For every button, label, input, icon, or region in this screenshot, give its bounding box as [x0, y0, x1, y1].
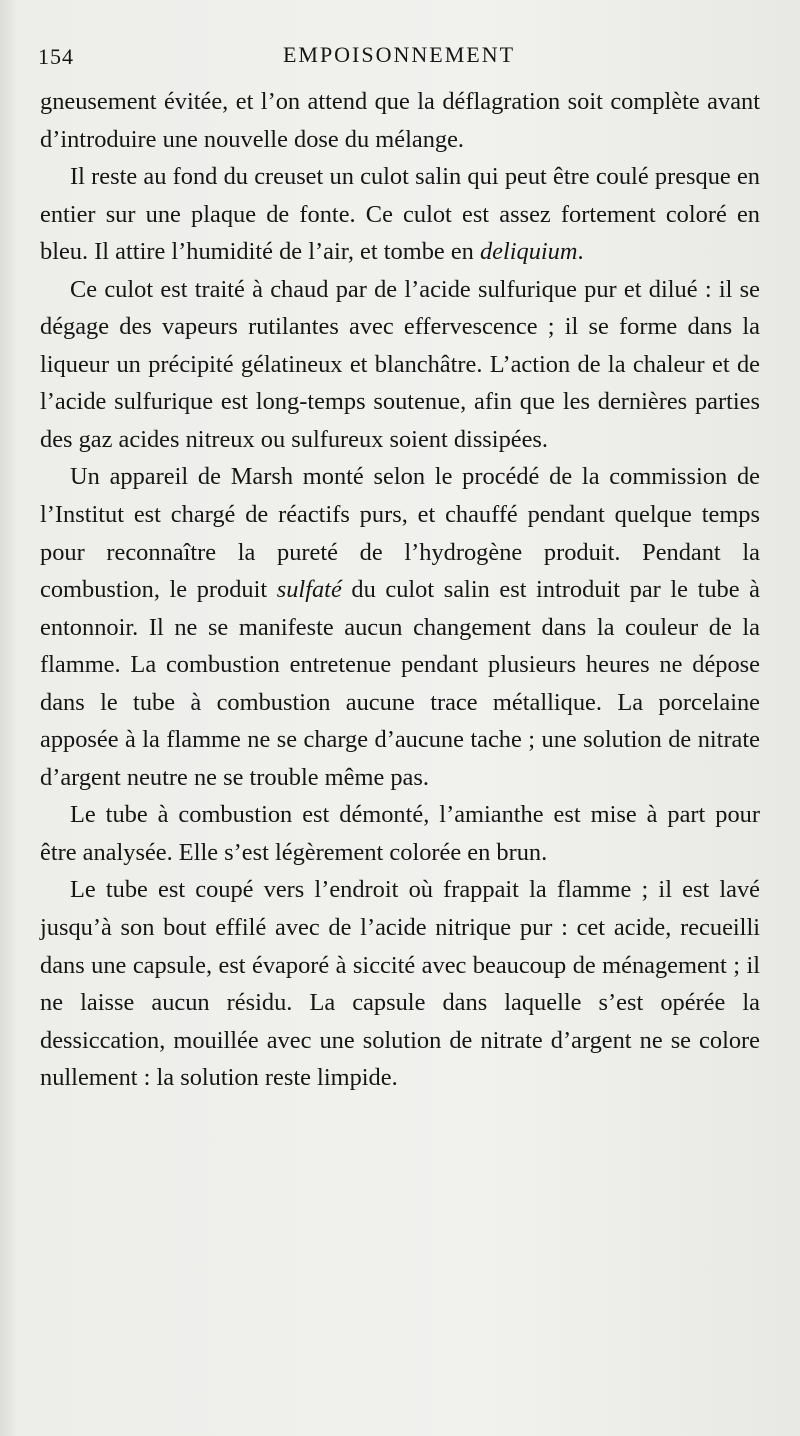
paragraph — [40, 458, 760, 796]
page-number: 154 — [38, 44, 74, 69]
italic-term: sulfaté — [276, 576, 342, 604]
paragraph-text: Le tube est coupé vers l’endroit où frappait la flamme ; il est lavé jusqu’à son bout effilé avec de l’acide nitrique pur : cet acide, recueilli dans une capsule, est évaporé à siccité avec beaucoup de ménagement ; il ne laisse aucun résidu. La capsule dans laquelle s’est opérée la dessiccation, mouillée avec une solution de nitrate d’argent ne se colore nullement : la solution reste limpide. — [40, 876, 760, 1092]
running-head: EMPOISONNEMENT — [282, 42, 516, 67]
paragraph — [40, 271, 760, 459]
italic-term: deliquium — [479, 238, 578, 266]
paragraph-continued — [40, 83, 760, 158]
paragraph-text: Un appareil de Marsh monté selon le procédé de la commission de l’Institut est chargé de réactifs purs, et chauffé pendant quelque temps pour reconnaître la pureté de l’hydrogène produit. Pendant la combustion, le produit — [40, 463, 760, 604]
paragraph-text: Le tube à combustion est démonté, l’amianthe est mise à part pour être analysée. Elle s’est légèrement colorée en brun. — [40, 801, 760, 866]
paragraph-text: du culot salin est introduit par le tube à entonnoir. Il ne se manifeste aucun changement dans la couleur de la flamme. La combustion entretenue pendant plusieurs heures ne dépose dans le tube à combustion aucune trace métallique. La porcelaine apposée à la flamme ne se charge d’aucune tache ; une solution de nitrate d’argent neutre ne se trouble même pas. — [40, 576, 760, 791]
paragraph — [40, 158, 760, 271]
paragraph-text: . — [577, 238, 584, 266]
paragraph-text: Ce culot est traité à chaud par de l’acide sulfurique pur et dilué : il se dégage des vapeurs rutilantes avec effervescence ; il se forme dans la liqueur un précipité gélatineux et blanchâtre. L’action de la chaleur et de l’acide sulfurique est long-temps soutenue, afin que les dernières parties des gaz acides nitreux ou sulfureux soient dissipées. — [40, 275, 760, 453]
paragraph — [40, 871, 760, 1096]
body-text — [40, 83, 760, 1097]
paragraph-text: gneusement évitée, et l’on attend que la déflagration soit complète avant d’introduire une nouvelle dose du mélange. — [40, 88, 760, 153]
paragraph-text: Il reste au fond du creuset un culot salin qui peut être coulé presque en entier sur une plaque de fonte. Ce culot est assez fortement coloré en bleu. Il attire l’humidité de l’air, et tombe en — [40, 163, 760, 266]
paragraph — [40, 796, 760, 871]
page-header — [38, 36, 760, 76]
